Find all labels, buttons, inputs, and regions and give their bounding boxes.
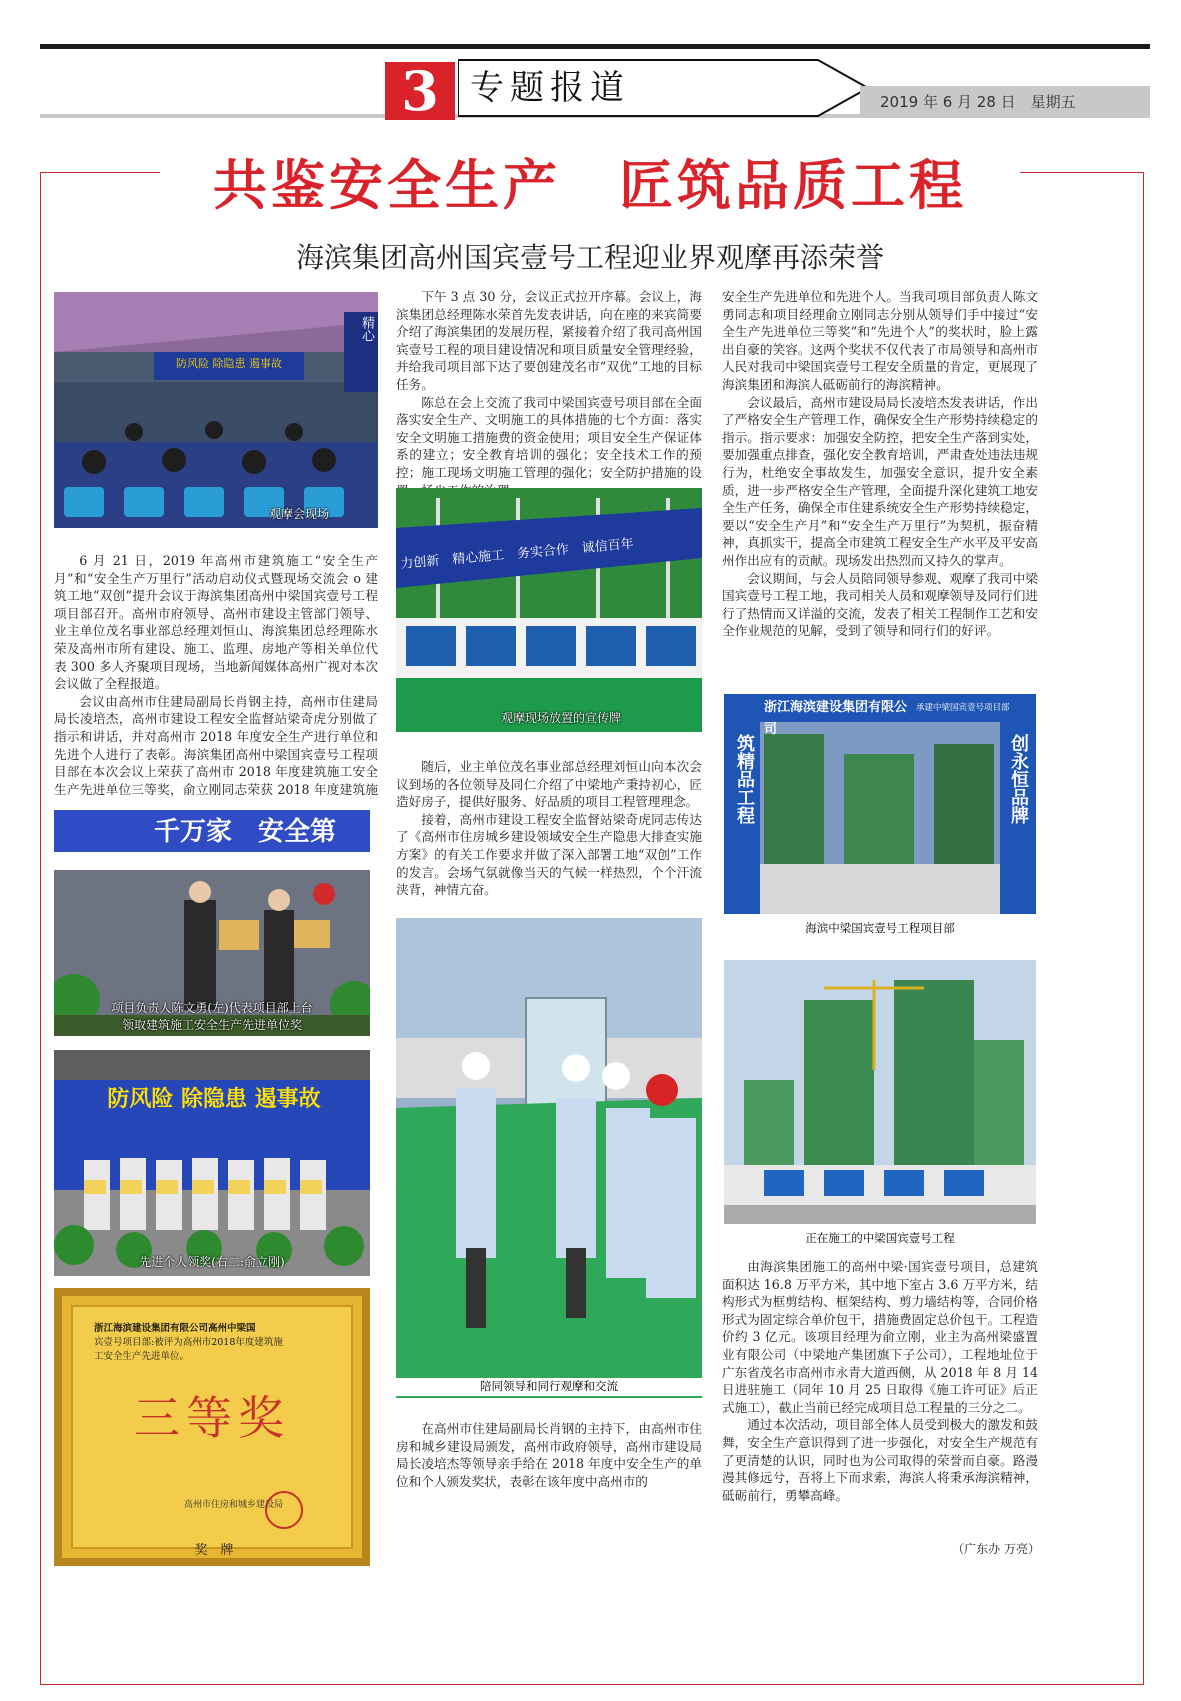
- photo-award-plaque: [54, 1288, 370, 1566]
- right-slogan-sign: 创永恒品牌: [1008, 734, 1029, 824]
- byline: （广东办 万亮）: [930, 1540, 1040, 1558]
- photo-caption-award-line1: 项目负责人陈文勇(左)代表项目部上台: [111, 1001, 313, 1015]
- subheadline: 海滨集团高州国宾壹号工程迎业界观摩再添荣誉: [295, 241, 884, 274]
- paragraph: 会议由高州市住建局副局长肖钢主持，高州市住建局局长凌培杰，高州市建设工程安全监督站梁奇虎分别做了指示和讲话，并对高州市 2018 年度安全生产进行单位和先进个人进行了表彰。海滨集团高州中梁国宾壹号工程项目部在本次会议上荣获了高州市 2018 年度建筑施工安全生产先进单位三等奖，俞立刚同志荣获 2018 年度建筑施: [54, 693, 378, 797]
- article-column-1: [54, 552, 378, 797]
- paragraph: 在高州市住建局副局长肖钢的主持下，由高州市住房和城乡建设局颁发，高州市政府领导，高州市建设局局长凌培杰等领导亲手给在 2018 年度中安全生产的单位和个人颁发奖状，表彰在该年度中高州市的: [396, 1421, 702, 1489]
- paragraph: 会议期间，与会人员陪同领导参观、观摩了我司中梁国宾壹号工程工地，我司相关人员和观摩领导及同行们进行了热情而又详溢的交流，发表了相关工程制作工艺和安全作业规范的见解，受到了领导和同行们的好评。: [722, 570, 1038, 639]
- paragraph: 6 月 21 日，2019 年高州市建筑施工“安全生产月”和“安全生产万里行”活动启动仪式暨现场交流会 o 建筑工地“双创”提升会议于海滨集团高州中梁国宾壹号工程项目部召开。高州市府领导、高州市建设主管部门领导、业主单位茂名事业部总经理刘恒山、海滨集团总经理陈水荣及高州市所有建设、施工、监理、房地产等相关单位代表 300 多人齐聚项目现场，当地新闻媒体高州广视对本次会议做了全程报道。: [54, 553, 378, 692]
- paragraph: 通过本次活动，项目部全体人员受到极大的激发和鼓舞，安全生产意识得到了进一步强化，对安全生产规范有了更清楚的认识，同时也为公司取得的荣誉而自豪。路漫漫其修远兮，吾将上下而求索，海滨人将秉承海滨精神，砥砺前行，勇攀高峰。: [722, 1417, 1038, 1503]
- plaque-line-2: 宾壹号项目部:被评为高州市2018年度建筑施: [94, 1337, 283, 1348]
- paragraph: 会议最后，高州市建设局局长凌培杰发表讲话，作出了严格安全生产管理工作，确保安全生产形势持续稳定的指示。指示要求：加强安全防控，把安全生产落到实处，要加强重点排查，强化安全教育培训，严肃查处违法违规行为，杜绝安全事故发生，加强安全意识，提升安全素质，进一步严格安全生产管理，全面提升深化建筑工地安全生产任务，确保全市住建系统安全生产形势持续稳定，要以“安全生产月”和“安全生产万里行”为契机，振奋精神，真抓实干，提高全市建筑工程安全生产水平及平安高州作出应有的贡献。现场发出热烈而又持久的掌声。: [722, 394, 1038, 568]
- photo-promo-boards: [396, 488, 702, 732]
- photo-caption-conference: 观摩会现场: [268, 507, 329, 521]
- photo-caption-award-line2: 领取建筑施工安全生产先进单位奖: [121, 1018, 302, 1032]
- photo-caption-individuals: 先进个人领奖(右二:俞立刚): [139, 1255, 285, 1269]
- conference-side-sign: 精心: [359, 316, 374, 342]
- photo-caption-project-office: 海滨中梁国宾壹号工程项目部: [805, 921, 955, 935]
- project-office-banner: 浙江海滨建设集团有限公司: [764, 700, 908, 737]
- construction-scene: [724, 960, 1036, 1224]
- paragraph: 接着，高州市建设工程安全监督站梁奇虎同志传达了《高州市住房城乡建设领域安全生产隐患大排查实施方案》的有关工作要求并做了深入部署工地“双创”工作的发言。会场气氛就像当天的气候一样热烈，个个汗流浃背，神情亢奋。: [396, 811, 702, 898]
- promo-boards-scene: [396, 488, 702, 732]
- photo-caption-construction: 正在施工的中梁国宾壹号工程: [805, 1231, 955, 1245]
- top-rule: [40, 44, 1150, 49]
- article-column-2-bottom: [396, 1420, 702, 1560]
- photo-caption-promo: 观摩现场放置的宣传牌: [500, 711, 621, 725]
- conference-banner-text: 防风险 除隐患 遏事故: [176, 357, 282, 370]
- page-title: 共鉴安全生产 匠筑品质工程: [160, 150, 1020, 220]
- article-column-2-top: [396, 288, 702, 478]
- individuals-banner-text: 防风险 除隐患 遏事故: [107, 1086, 321, 1112]
- photo-under-construction: [724, 960, 1036, 1224]
- photo-caption-plaque: 奖 牌: [194, 1543, 234, 1558]
- article-column-3-bottom: [722, 1258, 1038, 1558]
- paragraph: 由海滨集团施工的高州中梁·国宾壹号项目，总建筑面积达 16.8 万平方米，其中地下室占 3.6 万平方米，结构形式为框剪结构、框架结构、剪力墙结构等，合同价格形式为固定综合单价包干，措施费固定总价包干。工程造价约 3 亿元。该项目经理为俞立刚，业主为高州梁盛置业有限公司（中梁地产集团旗下子公司），工程地址位于广东省茂名市高州市永青大道西侧，从 2018 年 8 月 14 日进驻施工（同年 10 月 25 日取得《施工许可证》后正式施工），截止当前已经完成项目总工程量的三分之二。: [722, 1259, 1038, 1415]
- award-banner-text: 千万家 安全第: [154, 817, 337, 847]
- plaque-line-3: 工安全生产先进单位。: [94, 1351, 190, 1362]
- plaque-line-1: 浙江海滨建设集团有限公司高州中梁国: [94, 1323, 256, 1334]
- article-column-3-top: [722, 288, 1038, 668]
- promo-banner-text: 力创新 精心施工 务实合作 诚信百年: [399, 536, 635, 573]
- plaque-issuer: 高州市住房和城乡建设局: [184, 1500, 284, 1510]
- visiting-scene: [396, 918, 702, 1398]
- photo-caption-visiting: 陪同领导和同行观摩和交流: [396, 1378, 702, 1396]
- photo-visiting-leaders: [396, 918, 702, 1398]
- section-title: 专题报道: [470, 68, 630, 108]
- photo-conference-site: [54, 292, 378, 528]
- conference-scene: [54, 292, 378, 528]
- issue-date: 2019 年 6 月 28 日 星期五: [880, 93, 1076, 111]
- article-column-2-middle: [396, 758, 702, 908]
- paragraph: 陈总在会上交流了我司中梁国宾壹号项目部在全面落实安全生产、文明施工的具体措施的七个方面：落实安全文明施工措施费的资金使用；项目安全生产保证体系的建立；安全教育培训的强化；安全技术工作的预控；施工现场文明施工管理的强化；安全防护措施的设: [396, 394, 702, 480]
- left-slogan-sign: 筑精品工程: [734, 734, 755, 824]
- project-office-banner-small: 承建中梁国宾壹号项目部: [916, 703, 1010, 713]
- photo-advanced-individuals: [54, 1050, 370, 1276]
- photo-project-office: [724, 694, 1036, 914]
- plaque-award-title: 三等奖: [134, 1391, 290, 1445]
- paragraph: 随后，业主单位茂名事业部总经理刘恒山向本次会议到场的各位领导及同仁介绍了中梁地产秉持初心，匠造好房子，提供好服务、好品质的项目工程管理理念。: [396, 759, 702, 810]
- paragraph: 下午 3 点 30 分，会议正式拉开序幕。会议上，海滨集团总经理陈水荣首先发表讲话，向在座的来宾简要介绍了海滨集团的发展历程，紧接着介绍了我司高州国宾壹号工程的项目建设情况和项目质量安全管理经验，并给我司项目部下达了要创建茂名市“双优”工地的目标任务。: [396, 289, 702, 392]
- paragraph: 安全生产先进单位和先进个人。当我司项目部负责人陈文勇同志和项目经理俞立刚同志分别从领导们手中接过“安全生产先进单位三等奖”和“先进个人”的奖状时，脸上露出自豪的笑容。这两个奖状不仅代表了市局领导和高州市人民对我司中梁国宾壹号工程安全质量的肯定，更展现了海滨集团和海滨人砥砺前行的海滨精神。: [722, 289, 1038, 392]
- page-number: 3: [385, 62, 455, 120]
- photo-award-receiving: [54, 800, 370, 1036]
